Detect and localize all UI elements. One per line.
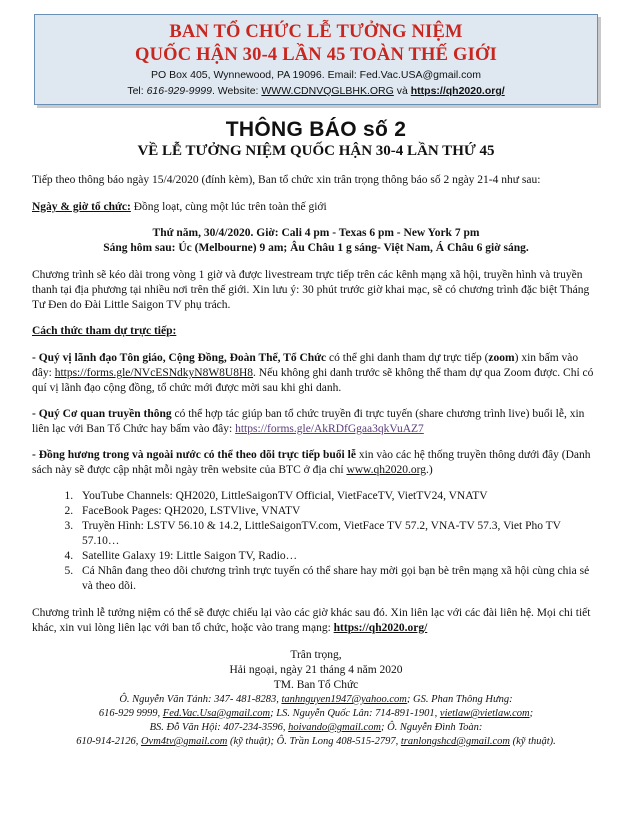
participation-label: Cách thức tham dự trực tiếp: [32,325,177,337]
separator: ; [406,694,414,705]
event-name: QUỐC HẬN 30-4 LẦN 45 TOÀN THẾ GIỚI [135,45,497,65]
website-link-2[interactable]: https://qh2020.org/ [410,85,505,97]
participation-heading [32,324,600,339]
contact-line-2 [32,707,600,721]
document-page [32,14,600,749]
closing-paragraph [32,606,600,636]
tel-label: Tel: [127,85,147,97]
contact-name: ; Ô. Nguyễn Đình Toàn: [380,722,483,733]
media-registration-link[interactable]: https://forms.gle/AkRDfGgaa3qkVuAZ7 [235,423,424,435]
viewers-text-1: xin vào các hệ thống truyền thông dưới đây (Danh sách này sẽ được cập nhật mỗi ngày trên website của BTC ở địa chỉ [32,449,591,476]
contact-note: (kỹ thuật). [510,736,556,747]
list-item: 3. Truyền Hình: LSTV 56.10 & 14.2, LittleSaigonTV.com, VietFace TV 57.2, VNA-TV 57.3, Viet Pho TV 57.10… [76,519,600,549]
contact-persons [32,693,600,749]
contact-email[interactable]: Fed.Vac.Usa@gmail.com [162,708,271,719]
notice-subtitle: VỀ LỄ TƯỞNG NIỆM QUỐC HẬN 30-4 LẦN THỨ 45 [137,143,495,159]
place-date: Hải ngoại, ngày 21 tháng 4 năm 2020 [229,664,403,676]
contact-email[interactable]: vietlaw@vietlaw.com [439,708,530,719]
viewers-lead: - Đồng hương trong và ngoài nước có thể theo dõi trực tiếp buổi lễ [32,449,356,461]
notice-title: THÔNG BÁO số 2 [225,118,407,141]
letterhead [34,14,598,105]
schedule-block [32,226,600,256]
leaders-text-3: . Nếu không ghi danh trước sẽ không thể tham dự qua Zoom được. Chỉ có quí vị lãnh đạo cộng đồng, tổ chức mới được mời sau khi ghi danh. [32,367,594,394]
contact-line-4 [32,735,600,749]
viewers-website-link[interactable]: www.qh2020.org [346,464,426,476]
contact-name: Ô. Nguyễn Văn Tánh: 347- 481-8283, [119,694,282,705]
address-line: PO Box 405, Wynnewood, PA 19096. Email: Fed.Vac.USA@gmail.com [151,69,481,81]
contact-line-3 [32,721,600,735]
channel-list [32,489,600,594]
separator: ; [270,708,277,719]
media-paragraph [32,407,600,437]
signature-block [32,648,600,693]
organizer-name: BAN TỔ CHỨC LỄ TƯỞNG NIỆM [169,22,463,42]
viewers-paragraph [32,448,600,478]
zoom-word: zoom [488,352,515,364]
schedule-line-2: Sáng hôm sau: Úc (Melbourne) 9 am; Âu Châu 1 g sáng- Việt Nam, Á Châu 6 giờ sáng. [103,242,529,254]
event-time-label: Ngày & giờ tổ chức: [32,201,131,213]
leaders-registration-link[interactable]: https://forms.gle/NVcESNdkyN8W8U8H8 [54,367,254,379]
contact-phone: 610-914-2126, [76,736,141,747]
contact-note: (kỹ thuật) [227,736,271,747]
contact-email[interactable]: hoivando@gmail.com [288,722,381,733]
media-lead: - Quý Cơ quan truyền thông [32,408,172,420]
event-time-text: Đồng loạt, cùng một lúc trên toàn thế giới [130,201,327,213]
contact-email[interactable]: tranlongshcd@gmail.com [400,736,510,747]
greeting: Trân trọng, [290,649,342,661]
leaders-text-1: có thể ghi danh tham dự trực tiếp ( [326,352,489,364]
leaders-paragraph [32,351,600,396]
contact-email[interactable]: tanhnguyen1947@yahoo.com [281,694,407,705]
schedule-line-1: Thứ năm, 30/4/2020. Giờ: Cali 4 pm - Texas 6 pm - New York 7 pm [152,227,480,239]
contact-email[interactable]: Ovm4tv@gmail.com [140,736,228,747]
list-item: 1. YouTube Channels: QH2020, LittleSaigonTV Official, VietFaceTV, VietTV24, VNATV [76,489,600,504]
contact-line-1 [32,693,600,707]
closing-website-link[interactable]: https://qh2020.org/ [333,622,428,634]
list-item: 4. Satellite Galaxy 19: Little Saigon TV, Radio… [76,549,600,564]
contact-line [43,83,589,99]
list-item: 2. FaceBook Pages: QH2020, LSTVlive, VNATV [76,504,600,519]
on-behalf: TM. Ban Tổ Chức [273,679,359,691]
contact-phone: 616-929 9999, [98,708,163,719]
contact-name: BS. Đỗ Văn Hội: 407-234-3596, [149,722,289,733]
media-text: có thể hợp tác giúp ban tổ chức truyền đi trực tuyến (share chương trình live) buổi lễ, xin liên lạc với Ban Tổ Chức hay bấm vào đây: [32,408,585,435]
event-time-paragraph [32,200,600,215]
leaders-text-2: ) xin bấm vào đây: [32,352,579,379]
leaders-lead: - Quý vị lãnh đạo Tôn giáo, Cộng Đồng, Đoàn Thể, Tổ Chức [32,352,327,364]
list-item: 5. Cá Nhân đang theo dõi chương trình trực tuyến có thể share hay mời gọi bạn bè trên mạng xã hội cùng chia sẻ và theo dõi. [76,564,600,594]
contact-name: ; Ô. Trần Long 408-515-2797, [270,736,401,747]
viewers-text-2: .) [425,464,433,476]
website-label: . Website: [211,85,262,97]
intro-paragraph: Tiếp theo thông báo ngày 15/4/2020 (đính kèm), Ban tổ chức xin trân trọng thông báo số 2 ngày 21-4 như sau: [32,174,541,186]
website-link-1[interactable]: WWW.CDNVQGLBHK.ORG [261,85,394,97]
program-paragraph: Chương trình sẽ kéo dài trong vòng 1 giờ và được livestream trực tiếp trên các kênh mạng xã hội, truyền hình và truyền thanh tại địa phương tại nhiều nơi trên thế giới. Xin lưu ý: 30 phút trước giờ khai mạc, sẽ có chương trình đặc biệt Tháng Tư Đen do Đài Little Saigon TV phụ trách. [32,269,590,311]
contact-name: LS. Nguyễn Quốc Lân: 714-891-1901, [276,708,440,719]
phone-number: 616-929-9999 [146,85,212,97]
website-conjunction: và [393,85,411,97]
closing-text: Chương trình lễ tưởng niệm có thể sẽ được chiếu lại vào các giờ khác sau đó. Xin liên lạc với các đài liên hệ. Mọi chi tiết khác, xin vui lòng liên lạc với ban tổ chức, hoặc vào trang mạng: [32,607,591,634]
contact-name: GS. Phan Thông Hưng: [413,694,513,705]
separator: ; [529,708,534,719]
